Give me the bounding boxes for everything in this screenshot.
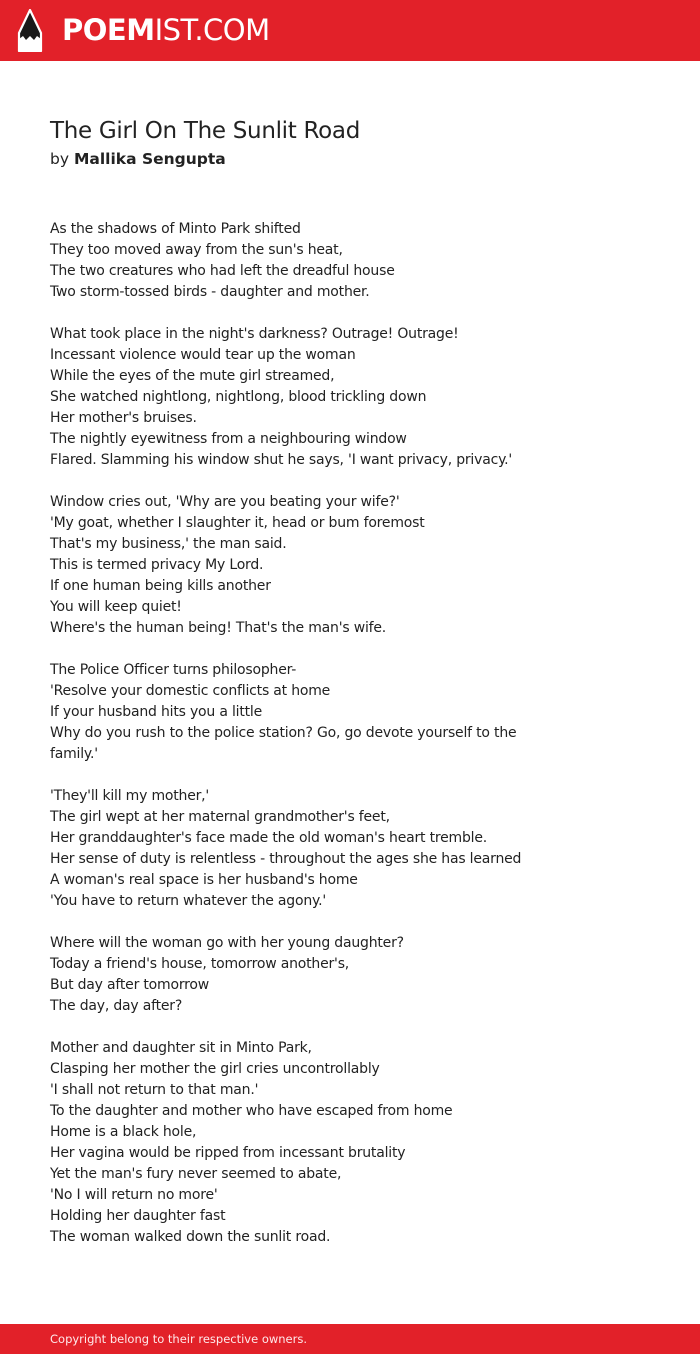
poem-line: To the daughter and mother who have escaped from home bbox=[50, 1103, 453, 1119]
poem-line: 'My goat, whether I slaughter it, head or bum foremost bbox=[50, 515, 425, 531]
poem-line: Clasping her mother the girl cries uncontrollably bbox=[50, 1061, 380, 1077]
poem-line: Her sense of duty is relentless - throughout the ages she has learned bbox=[50, 851, 522, 867]
poem-line: Holding her daughter fast bbox=[50, 1208, 226, 1224]
poem-line: Yet the man's fury never seemed to abate, bbox=[50, 1166, 342, 1182]
poem-line: Where's the human being! That's the man's wife. bbox=[50, 620, 387, 636]
logo-light: IST.COM bbox=[154, 13, 270, 47]
poem-line: That's my business,' the man said. bbox=[50, 536, 287, 552]
by-label: by bbox=[50, 150, 70, 168]
author-name: Mallika Sengupta bbox=[73, 150, 226, 168]
poem-line: 'No I will return no more' bbox=[50, 1187, 218, 1203]
poem-line: Incessant violence would tear up the woman bbox=[50, 347, 356, 363]
poem-line: Window cries out, 'Why are you beating your wife?' bbox=[50, 494, 400, 510]
poem-line: 'Resolve your domestic conflicts at home bbox=[50, 683, 331, 699]
poem-line: 'I shall not return to that man.' bbox=[50, 1082, 259, 1098]
stanza-gap bbox=[50, 1017, 670, 1038]
poem-line: The woman walked down the sunlit road. bbox=[50, 1229, 331, 1245]
poem-line: What took place in the night's darkness? Outrage! Outrage! bbox=[50, 326, 459, 342]
poem-line: The day, day after? bbox=[50, 998, 183, 1014]
site-header bbox=[0, 0, 700, 61]
stanza-gap bbox=[50, 471, 670, 492]
pen-nib-icon[interactable] bbox=[17, 9, 43, 52]
poem-line: As the shadows of Minto Park shifted bbox=[50, 221, 301, 237]
poem-line: Two storm-tossed birds - daughter and mother. bbox=[50, 284, 370, 300]
poem-line: Her mother's bruises. bbox=[50, 410, 197, 426]
poem-line: Home is a black hole, bbox=[50, 1124, 197, 1140]
stanza-gap bbox=[50, 303, 670, 324]
stanza-gap bbox=[50, 765, 670, 786]
poem-body bbox=[50, 219, 670, 1248]
poem-byline bbox=[50, 148, 226, 170]
poem-line: A woman's real space is her husband's home bbox=[50, 872, 358, 888]
poem-line: Where will the woman go with her young daughter? bbox=[50, 935, 404, 951]
poem-line: This is termed privacy My Lord. bbox=[50, 557, 264, 573]
stanza-gap bbox=[50, 639, 670, 660]
poem-line: You will keep quiet! bbox=[50, 599, 182, 615]
poem-line: Mother and daughter sit in Minto Park, bbox=[50, 1040, 312, 1056]
poem-line: Today a friend's house, tomorrow another's, bbox=[50, 956, 350, 972]
poem-line: Her granddaughter's face made the old woman's heart tremble. bbox=[50, 830, 488, 846]
poem-line: family.' bbox=[50, 746, 98, 762]
poem-line: 'They'll kill my mother,' bbox=[50, 788, 210, 804]
poem-line: The nightly eyewitness from a neighbouring window bbox=[50, 431, 407, 447]
site-footer bbox=[0, 1324, 700, 1354]
poem-line: She watched nightlong, nightlong, blood trickling down bbox=[50, 389, 427, 405]
poem-line: Flared. Slamming his window shut he says, 'I want privacy, privacy.' bbox=[50, 452, 513, 468]
poem-line: While the eyes of the mute girl streamed, bbox=[50, 368, 335, 384]
poem-line: They too moved away from the sun's heat, bbox=[50, 242, 343, 258]
poem-line: Her vagina would be ripped from incessant brutality bbox=[50, 1145, 406, 1161]
copyright-text: Copyright belong to their respective owners. bbox=[50, 1332, 308, 1346]
poem-line: 'You have to return whatever the agony.' bbox=[50, 893, 327, 909]
poem-line: If one human being kills another bbox=[50, 578, 271, 594]
poem-line: If your husband hits you a little bbox=[50, 704, 263, 720]
logo-bold: POEM bbox=[62, 13, 155, 47]
site-logo[interactable] bbox=[62, 11, 270, 49]
poem-line: The Police Officer turns philosopher- bbox=[50, 662, 297, 678]
stanza-gap bbox=[50, 912, 670, 933]
poem-line: Why do you rush to the police station? Go, go devote yourself to the bbox=[50, 725, 517, 741]
poem-line: The girl wept at her maternal grandmother's feet, bbox=[50, 809, 390, 825]
poem-title: The Girl On The Sunlit Road bbox=[50, 118, 361, 144]
poem-line: But day after tomorrow bbox=[50, 977, 210, 993]
poem-line: The two creatures who had left the dreadful house bbox=[50, 263, 395, 279]
